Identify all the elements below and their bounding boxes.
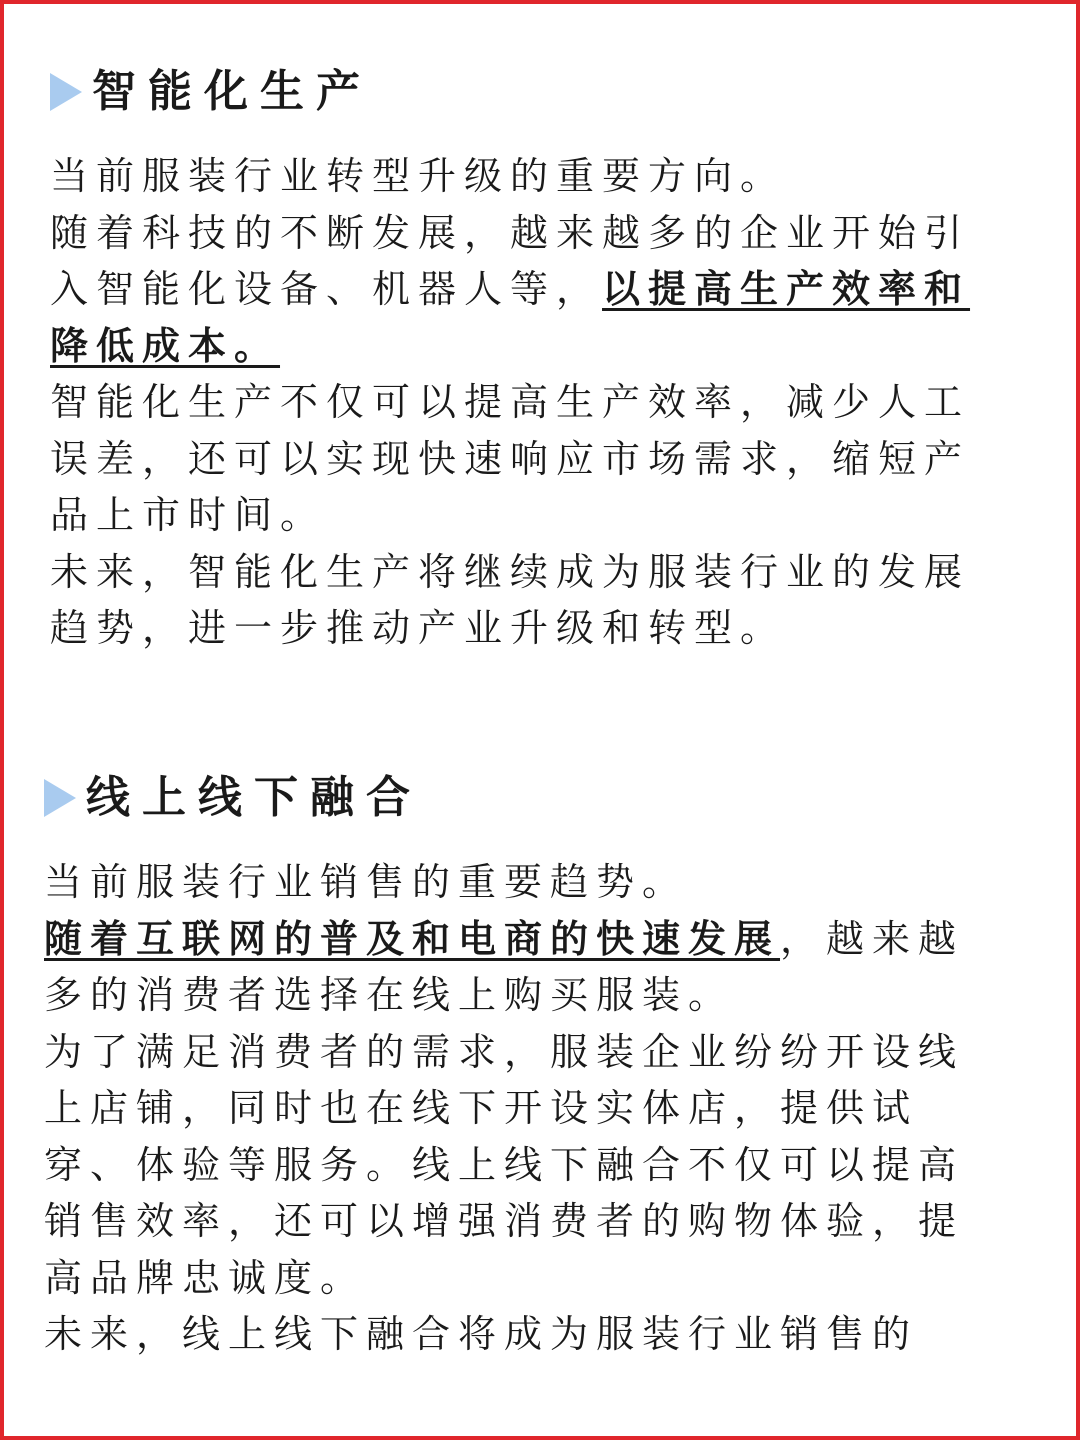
emphasized-text: 以提高生产效率和降低成本。 [50, 267, 971, 368]
section-heading [44, 768, 1004, 828]
section-smart-production [50, 62, 1010, 657]
play-triangle-icon [50, 73, 82, 111]
paragraph [44, 911, 1004, 1024]
paragraph: 未来，线上线下融合将成为服装行业销售的 [44, 1312, 919, 1356]
section-online-offline [44, 768, 1004, 1363]
play-triangle-icon [44, 779, 76, 817]
paragraph: 当前服装行业转型升级的重要方向。 [50, 154, 787, 198]
section-body [44, 854, 1004, 1363]
paragraph: 智能化生产不仅可以提高生产效率，减少人工误差，还可以实现快速响应市场需求，缩短产品上市时间。 [50, 380, 971, 537]
heading-text: 智能化生产 [92, 66, 372, 117]
section-heading [50, 62, 1010, 122]
paragraph: 为了满足消费者的需求，服装企业纷纷开设线上店铺，同时也在线下开设实体店，提供试穿、体验等服务。线上线下融合不仅可以提高销售效率，还可以增强消费者的购物体验，提高品牌忠诚度。 [44, 1029, 965, 1300]
paragraph-text: ，越来越多的消费者选择在线上购买服装。 [44, 916, 965, 1017]
paragraph: 当前服装行业销售的重要趋势。 [44, 860, 689, 904]
paragraph: 未来，智能化生产将继续成为服装行业的发展趋势，进一步推动产业升级和转型。 [50, 549, 971, 650]
paragraph [50, 205, 1010, 375]
section-body [50, 148, 1010, 657]
emphasized-text: 随着互联网的普及和电商的快速发展 [44, 916, 781, 961]
heading-text: 线上线下融合 [86, 772, 422, 823]
paragraph-text: 随着科技的不断发展，越来越多的企业开始引入智能化设备、机器人等， [50, 210, 971, 311]
